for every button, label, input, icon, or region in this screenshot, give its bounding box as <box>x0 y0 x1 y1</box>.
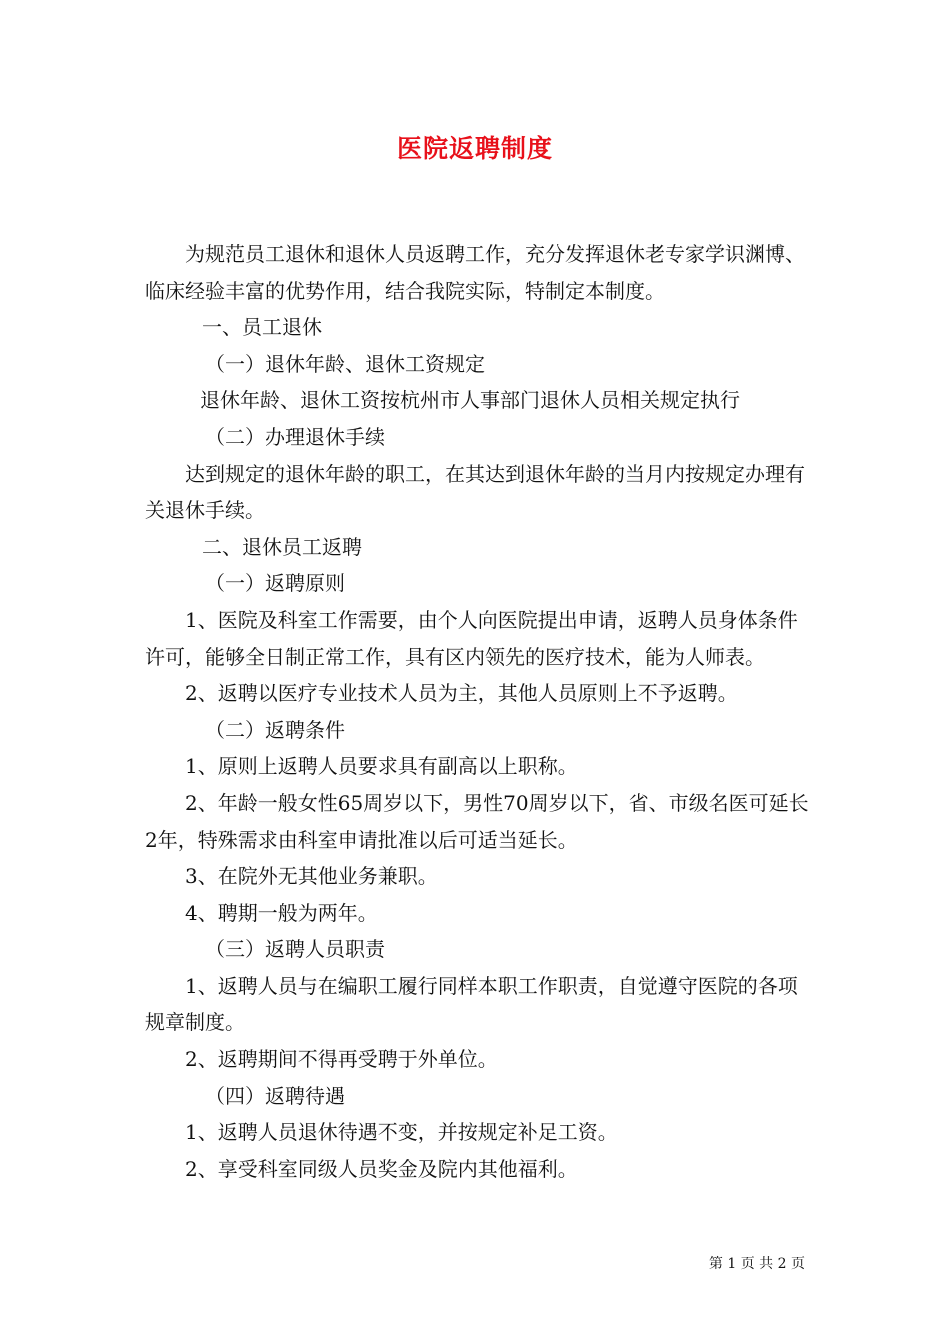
heading-retirement: 一、员工退休 <box>202 315 322 340</box>
heading-rehire: 二、退休员工返聘 <box>202 534 362 559</box>
paragraph-duty-1: 1、返聘人员与在编职工履行同样本职工作职责，自觉遵守医院的各项规章制度。 <box>145 973 798 1035</box>
paragraph-benefit-1: 1、返聘人员退休待遇不变，并按规定补足工资。 <box>185 1120 618 1145</box>
subheading-duties: （三）返聘人员职责 <box>205 937 385 962</box>
subheading-benefits: （四）返聘待遇 <box>205 1083 345 1108</box>
subheading-conditions: （二）返聘条件 <box>205 717 345 742</box>
paragraph-condition-4: 4、聘期一般为两年。 <box>185 900 378 925</box>
document-title: 医院返聘制度 <box>396 134 553 163</box>
paragraph-condition-3: 3、在院外无其他业务兼职。 <box>185 864 438 889</box>
page-number: 第 1 页 共 2 页 <box>708 1256 805 1272</box>
paragraph-age-salary: 退休年龄、退休工资按杭州市人事部门退休人员相关规定执行 <box>200 388 740 413</box>
document-body <box>145 236 809 1187</box>
paragraph-duty-2: 2、返聘期间不得再受聘于外单位。 <box>185 1047 498 1072</box>
paragraph-condition-1: 1、原则上返聘人员要求具有副高以上职称。 <box>185 754 578 779</box>
paragraph-condition-2: 2、年龄一般女性65周岁以下，男性70周岁以下，省、市级名医可延长2年，特殊需求由科室申请批准以后可适当延长。 <box>145 790 809 852</box>
paragraph-procedure: 达到规定的退休年龄的职工，在其达到退休年龄的当月内按规定办理有关退休手续。 <box>145 461 805 523</box>
subheading-age-salary: （一）退休年龄、退休工资规定 <box>205 351 485 376</box>
subheading-procedure: （二）办理退休手续 <box>205 424 385 449</box>
subheading-principles: （一）返聘原则 <box>205 571 345 596</box>
paragraph-principle-1: 1、医院及科室工作需要，由个人向医院提出申请，返聘人员身体条件许可，能够全日制正常工作，具有区内领先的医疗技术，能为人师表。 <box>145 607 798 669</box>
paragraph-intro: 为规范员工退休和退休人员返聘工作，充分发挥退休老专家学识渊博、临床经验丰富的优势作用，结合我院实际，特制定本制度。 <box>145 242 805 303</box>
paragraph-principle-2: 2、返聘以医疗专业技术人员为主，其他人员原则上不予返聘。 <box>185 681 738 706</box>
paragraph-benefit-2: 2、享受科室同级人员奖金及院内其他福利。 <box>185 1156 578 1181</box>
